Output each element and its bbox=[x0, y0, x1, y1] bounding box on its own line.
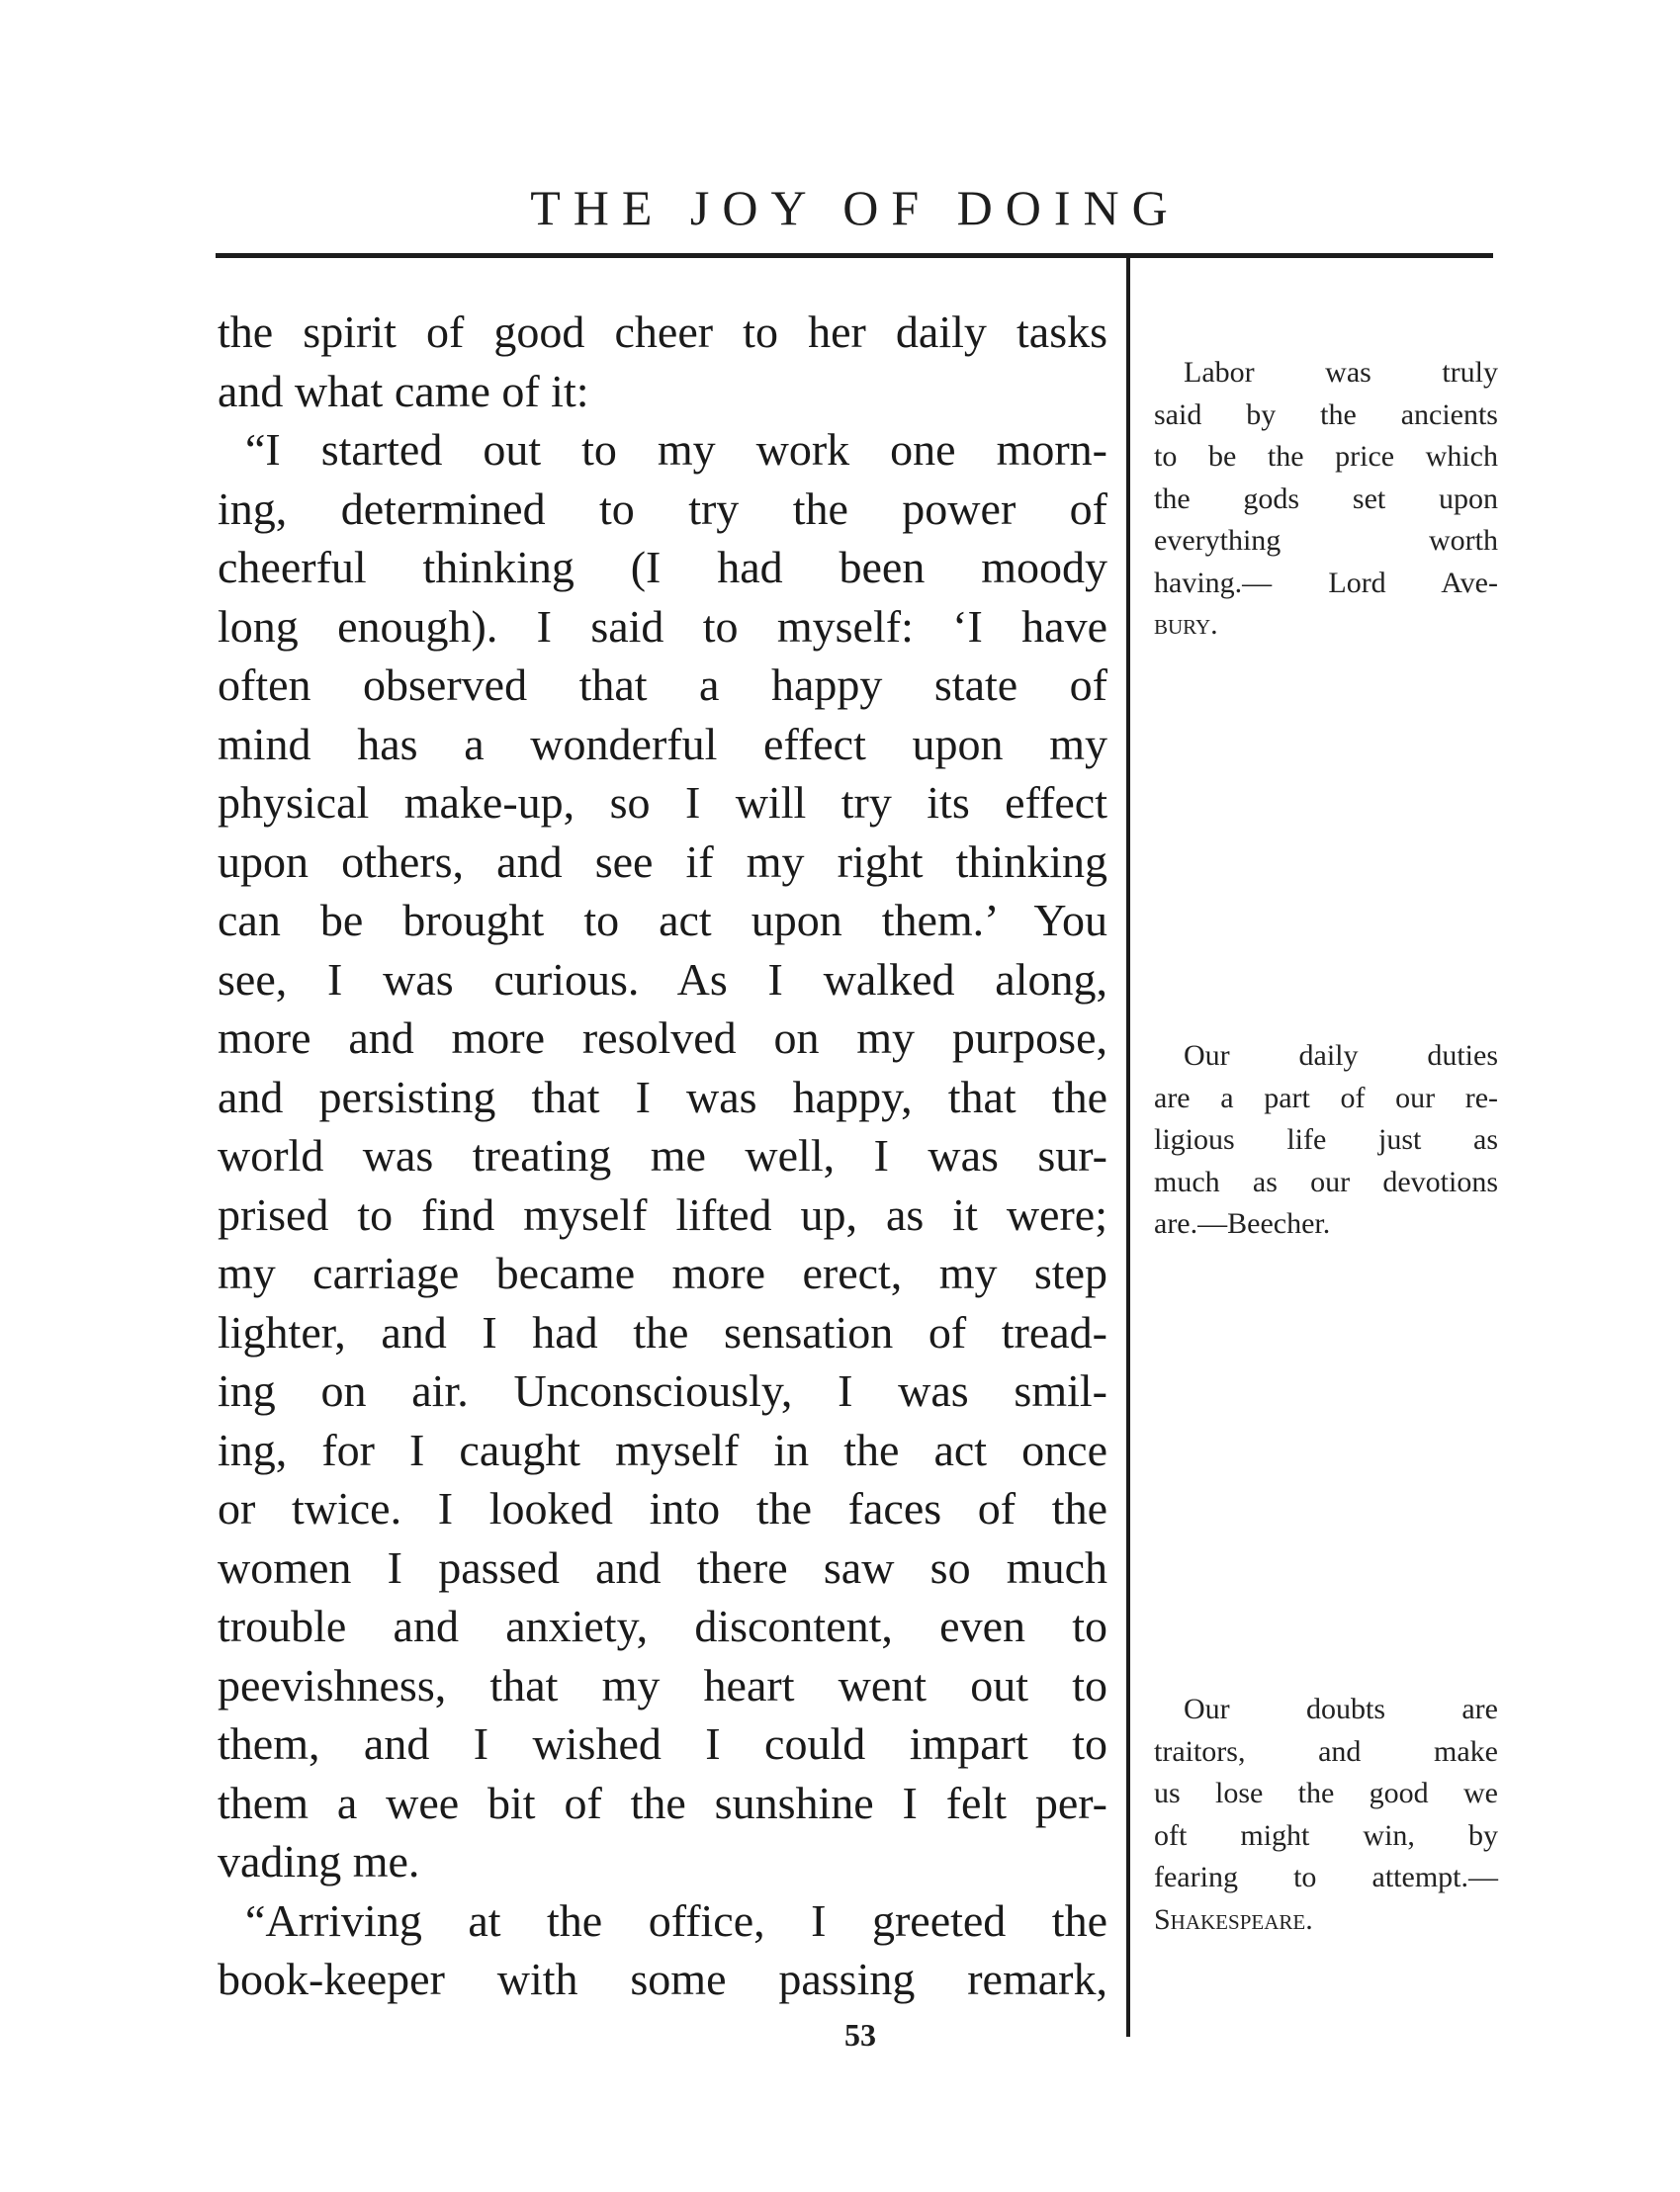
main-text-line: them, and I wished I could impart to bbox=[218, 1718, 1107, 1769]
main-text-line: and what came of it: bbox=[218, 365, 589, 416]
page-number: 53 bbox=[844, 2017, 876, 2053]
main-text-line: or twice. I looked into the faces of the bbox=[218, 1483, 1107, 1534]
main-text-line: trouble and anxiety, discontent, even to bbox=[218, 1601, 1107, 1651]
main-text-line: ing on air. Unconsciously, I was smil- bbox=[218, 1365, 1107, 1416]
main-text-line: my carriage became more erect, my step bbox=[218, 1248, 1107, 1298]
side-note-beecher bbox=[1154, 1035, 1498, 1246]
side-note-line: Our doubts are bbox=[1184, 1693, 1498, 1725]
main-text-line: mind has a wonderful effect upon my bbox=[218, 718, 1107, 769]
main-text-line: physical make-up, so I will try its effect bbox=[218, 777, 1107, 828]
main-text-line: long enough). I said to myself: ‘I have bbox=[218, 600, 1107, 652]
side-note-line: are a part of our re- bbox=[1154, 1081, 1498, 1114]
side-note-line: having.— Lord Ave- bbox=[1154, 566, 1498, 599]
main-text-line: “Arriving at the office, I greeted the bbox=[245, 1894, 1107, 1946]
main-text-line: see, I was curious. As I walked along, bbox=[218, 953, 1107, 1005]
side-note-line: Shakespeare. bbox=[1154, 1902, 1313, 1936]
side-note-line: to be the price which bbox=[1154, 440, 1498, 473]
main-text-line: world was treating me well, I was sur- bbox=[218, 1130, 1107, 1181]
side-note-line: Our daily duties bbox=[1184, 1039, 1498, 1072]
side-note-line: us lose the good we bbox=[1154, 1777, 1498, 1809]
side-note-shakespeare bbox=[1154, 1689, 1498, 1941]
main-text-line: book-keeper with some passing remark, bbox=[218, 1954, 1107, 2004]
side-note-line: traitors, and make bbox=[1154, 1734, 1498, 1768]
main-text-line: lighter, and I had the sensation of tread- bbox=[218, 1306, 1107, 1358]
main-text-line: often observed that a happy state of bbox=[218, 659, 1107, 710]
main-text-line: upon others, and see if my right thinking bbox=[218, 835, 1107, 887]
main-text-line: vading me. bbox=[218, 1836, 420, 1886]
side-note-line: fearing to attempt.— bbox=[1154, 1861, 1498, 1893]
side-note-line: said by the ancients bbox=[1154, 397, 1498, 431]
main-text-line: them a wee bit of the sunshine I felt per- bbox=[218, 1777, 1107, 1828]
side-note-line: bury. bbox=[1154, 608, 1218, 641]
main-text-line: cheerful thinking (I had been moody bbox=[218, 542, 1107, 592]
main-text-line: ing, determined to try the power of bbox=[218, 482, 1107, 534]
main-text-line: the spirit of good cheer to her daily tasks bbox=[218, 307, 1107, 357]
side-note-line: ligious life just as bbox=[1154, 1123, 1498, 1156]
side-note-line: oft might win, by bbox=[1154, 1818, 1498, 1852]
side-note-line: the gods set upon bbox=[1154, 482, 1498, 515]
main-text-line: “I started out to my work one morn- bbox=[245, 424, 1107, 475]
main-text-line: prised to find myself lifted up, as it were; bbox=[218, 1188, 1107, 1240]
main-text-line: more and more resolved on my purpose, bbox=[218, 1012, 1107, 1063]
main-text-line: women I passed and there saw so much bbox=[218, 1541, 1107, 1593]
main-text-line: can be brought to act upon them.’ You bbox=[218, 895, 1107, 945]
header-rule bbox=[216, 253, 1493, 258]
main-text-line: and persisting that I was happy, that the bbox=[218, 1071, 1107, 1122]
main-text-line: peevishness, that my heart went out to bbox=[218, 1659, 1107, 1710]
main-text-column bbox=[218, 303, 1107, 2009]
side-note-line: much as our devotions bbox=[1154, 1165, 1498, 1198]
main-text-line: ing, for I caught myself in the act once bbox=[218, 1424, 1107, 1475]
running-head: THE JOY OF DOING bbox=[530, 180, 1181, 235]
side-note-line: everything worth bbox=[1154, 524, 1498, 557]
side-note-line: Labor was truly bbox=[1184, 356, 1498, 389]
side-note-line: are.—Beecher. bbox=[1154, 1207, 1331, 1240]
column-divider bbox=[1126, 255, 1130, 2037]
side-note-avebury bbox=[1154, 352, 1498, 647]
